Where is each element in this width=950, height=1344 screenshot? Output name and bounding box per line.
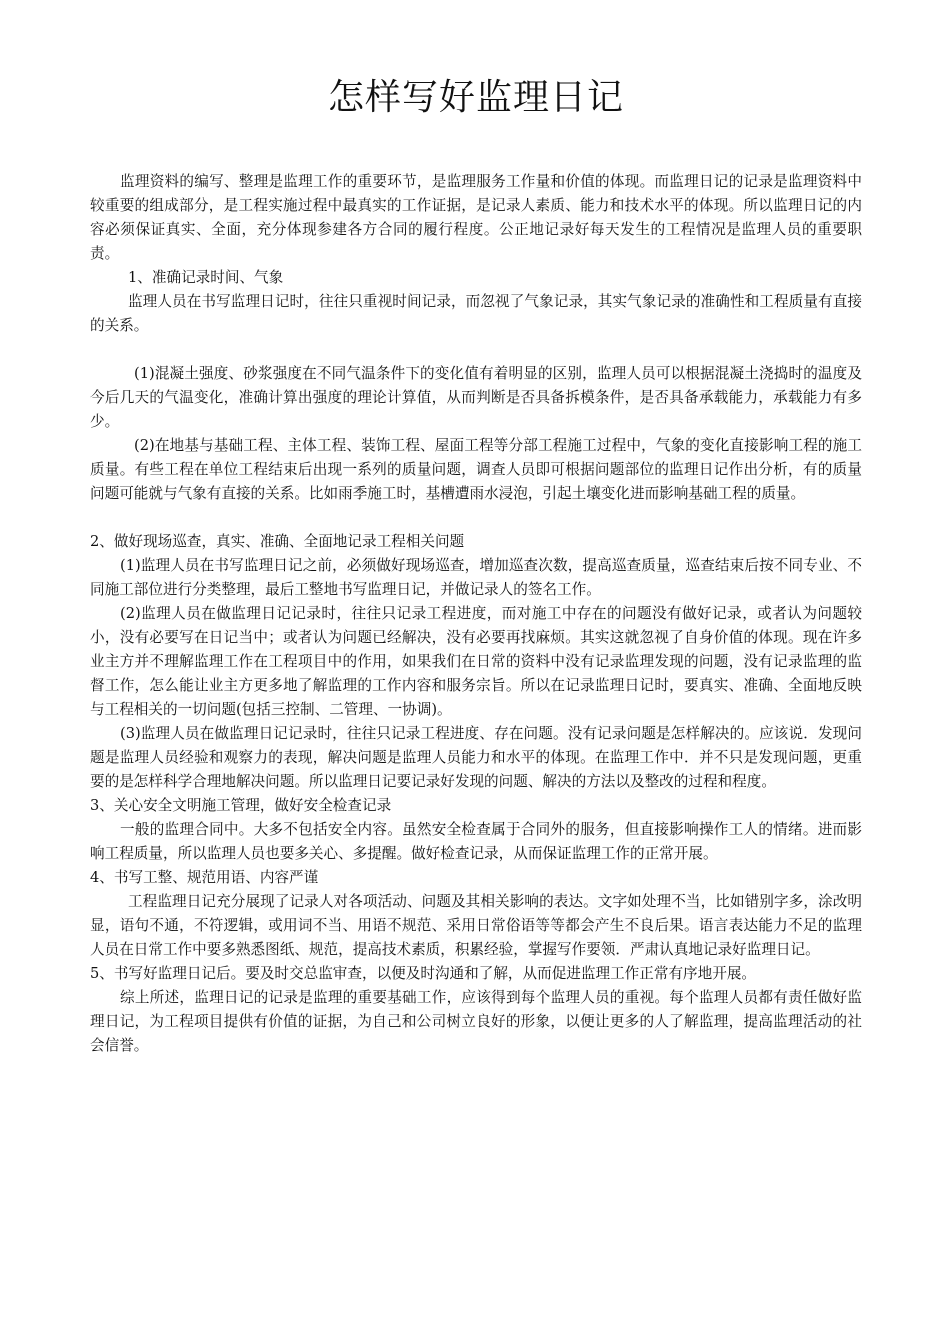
document-title: 怎样写好监理日记 <box>327 77 624 118</box>
section-heading-5: 5、书写好监理日记后。要及时交总监审查，以便及时沟通和了解，从而促进监理工作正常有序地开展。 <box>90 965 757 982</box>
section-heading-2: 2、做好现场巡查，真实、准确、全面地记录工程相关问题 <box>90 533 465 550</box>
section-heading-3: 3、关心安全文明施工管理，做好安全检查记录 <box>90 797 392 814</box>
document-body <box>90 170 862 1058</box>
blank-line <box>90 338 862 362</box>
paragraph-1-item-2: (2)在地基与基础工程、主体工程、装饰工程、屋面工程等分部工程施工过程中，气象的变化直接影响工程的施工质量。有些工程在单位工程结束后出现一系列的质量问题，调查人员即可根据问题部位的监理日记作出分析，有的质量问题可能就与气象有直接的关系。比如雨季施工时，基槽遭雨水浸泡，引起土壤变化进而影响基础工程的质量。 <box>90 437 862 502</box>
paragraph-1-body: 监理人员在书写监理日记时，往往只重视时间记录，而忽视了气象记录，其实气象记录的准确性和工程质量有直接的关系。 <box>90 293 862 334</box>
paragraph-4-body: 工程监理日记充分展现了记录人对各项活动、问题及其相关影响的表达。文字如处理不当，比如错别字多，涂改明显，语句不通，不符逻辑，或用词不当、用语不规范、采用日常俗语等等都会产生不良后果。语言表达能力不足的监理人员在日常工作中要多熟悉图纸、规范，提高技术素质，积累经验，掌握写作要领．严肃认真地记录好监理日记。 <box>90 893 862 958</box>
document-page <box>90 0 862 1058</box>
paragraph-2-item-2: (2)监理人员在做监理日记记录时，往往只记录工程进度，而对施工中存在的问题没有做好记录，或者认为问题较小，没有必要写在日记当中；或者认为问题已经解决，没有必要再找麻烦。其实这就忽视了自身价值的体现。现在许多业主方并不理解监理工作在工程项目中的作用，如果我们在日常的资料中没有记录监理发现的问题，没有记录监理的监督工作，怎么能让业主方更多地了解监理的工作内容和服务宗旨。所以在记录监理日记时，要真实、准确、全面地反映与工程相关的一切问题(包括三控制、二管理、一协调)。 <box>90 605 862 718</box>
section-heading-1: 1、准确记录时间、气象 <box>128 269 284 286</box>
section-heading-4: 4、书写工整、规范用语、内容严谨 <box>90 869 319 886</box>
conclusion-paragraph: 综上所述，监理日记的记录是监理的重要基础工作，应该得到每个监理人员的重视。每个监理人员都有责任做好监理日记，为工程项目提供有价值的证据，为自己和公司树立良好的形象，以便让更多的人了解监理，提高监理活动的社会信誉。 <box>90 989 862 1054</box>
paragraph-3-body: 一般的监理合同中。大多不包括安全内容。虽然安全检查属于合同外的服务，但直接影响操作工人的情绪。进而影响工程质量，所以监理人员也要多关心、多提醒。做好检查记录，从而保证监理工作的正常开展。 <box>90 821 862 862</box>
blank-line <box>90 506 862 530</box>
paragraph-1-item-1: (1)混凝土强度、砂浆强度在不同气温条件下的变化值有着明显的区别，监理人员可以根据混凝土浇捣时的温度及今后几天的气温变化，准确计算出强度的理论计算值，从而判断是否具备拆模条件，是否具备承载能力，承载能力有多少。 <box>90 365 862 430</box>
intro-paragraph: 监理资料的编写、整理是监理工作的重要环节，是监理服务工作量和价值的体现。而监理日记的记录是监理资料中较重要的组成部分，是工程实施过程中最真实的工作证据，是记录人素质、能力和技术水平的体现。所以监理日记的内容必须保证真实、全面，充分体现参建各方合同的履行程度。公正地记录好每天发生的工程情况是监理人员的重要职责。 <box>90 173 862 262</box>
paragraph-2-item-3: (3)监理人员在做监理日记记录时，往往只记录工程进度、存在问题。没有记录问题是怎样解决的。应该说．发现问题是监理人员经验和观察力的表现，解决问题是监理人员能力和水平的体现。在监理工作中．并不只是发现问题，更重要的是怎样科学合理地解决问题。所以监理日记要记录好发现的问题、解决的方法以及整改的过程和程度。 <box>90 725 862 790</box>
paragraph-2-item-1: (1)监理人员在书写监理日记之前，必须做好现场巡查，增加巡查次数，提高巡查质量，巡查结束后按不同专业、不同施工部位进行分类整理，最后工整地书写监理日记，并做记录人的签名工作。 <box>90 557 862 598</box>
